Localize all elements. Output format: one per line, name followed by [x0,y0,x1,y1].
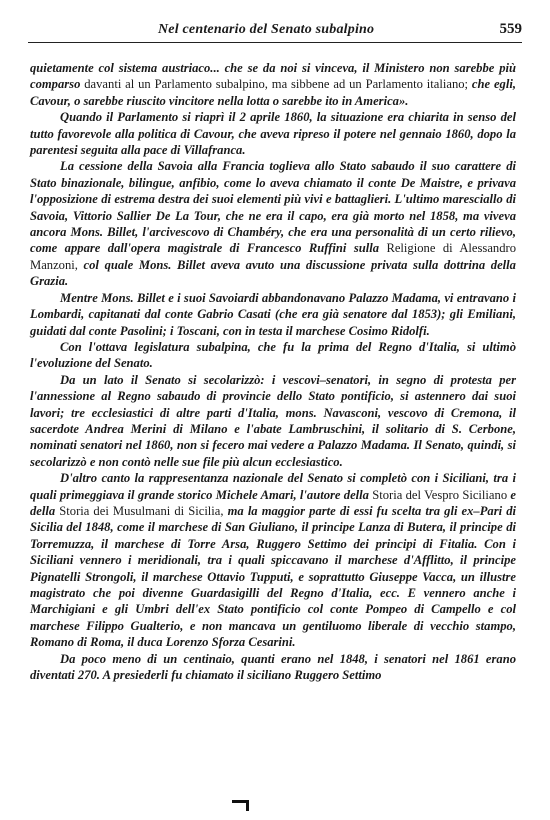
body-text [30,60,516,683]
text-run: Storia del Vespro Siciliano [372,487,511,502]
text-run: Mentre Mons. Billet e i suoi Savoiardi abbandonavano Palazzo Madama, vi entravano i Lombardi, capitanati dal conte Gabrio Casati (che era già senatore dal 1853); gli Emiliani, guidati dal conte Pasolini; i Toscani, con in testa il marchese Cosimo Ridolfi. [30,290,516,338]
paragraph [30,109,516,158]
text-run: Con l'ottava legislatura subalpina, che fu la prima del Regno d'Italia, si ultimò l'evoluzione del Senato. [30,339,516,371]
text-run: davanti al un Parlamento subalpino, ma sibbene ad un Parlamento italiano; [84,77,472,92]
text-run: ma la maggior parte di essi fu scelta tra gli ex–Pari di Sicilia del 1848, come il marchese di San Giuliano, il principe Lanza di Butera, il principe di Torremuzza, il marchese di Torre Arsa, Ruggero Settimo dei principi di Fitalia. Con i Siciliani vennero i meridionali, tra i quali spiccavano il marchese d'Afflitto, il principe Pignatelli Strongoli, il marchese Ottavio Tupputi, e soprattutto Giuseppe Vacca, un illustre magistrato che poi divenne Guardasigilli del Regno d'Italia, ecc. E vennero anche i Marchigiani e gli Umbri dell'ex Stato pontificio col conte Pompeo di Campello e col marchese Filippo Gualterio, e non mancava un gentiluomo liberale di vecchio stampo, Romano di Roma, il duca Lorenzo Sforza Cesarini. [30,503,516,650]
printer-mark [232,800,249,811]
paragraph [30,60,516,109]
text-run: Religione di Alessandro Manzoni, [30,241,516,272]
text-run: Da un lato il Senato si secolarizzò: i vescovi–senatori, in segno di protesta per l'annessione al Regno sabaudo di provincie dello Stato pontificio, si astennero dai suoi lavori; tre ecclesiastici di altre parti d'Italia, mons. Navasconi, vescovo di Cremona, il sacerdote Andrea Merini di Milano e l'abate Lambruschini, il solitario di S. Cerbone, nominati senatori nel 1860, non si fecero mai vedere a Palazzo Madama. Il Senato, quindi, si secolarizzò e non contò nelle sue file più alcun ecclesiastico. [30,372,516,469]
text-run: e della [30,487,516,518]
text-run: col quale Mons. Billet aveva avuto una discussione privata sulla dottrina della Grazia. [30,257,516,289]
paragraph [30,470,516,650]
running-header [28,20,522,43]
text-run: D'altro canto la rappresentanza nazionale del Senato si completò con i Siciliani, tra i quali primeggiava il grande storico Michele Amari, l'autore della [30,471,516,502]
text-run: Storia dei Musulmani di Sicilia, [59,503,228,518]
paragraph [30,339,516,372]
text-run: quietamente col sistema austriaco... che se da noi si vinceva, il Ministero non sarebbe più comparso [30,61,516,92]
running-title: Nel centenario del Senato subalpino [158,22,375,37]
text-run: che egli, Cavour, o sarebbe riuscito vincitore nella lotta o sarebbe ito in America». [30,77,516,108]
text-run: Da poco meno di un centinaio, quanti erano nel 1848, i senatori nel 1861 erano diventati 270. A presiederli fu chiamato il siciliano Ruggero Settimo [30,651,516,683]
paragraph [30,158,516,289]
paragraph [30,651,516,684]
page-number: 559 [499,21,522,37]
text-run: Quando il Parlamento si riaprì il 2 aprile 1860, la situazione era chiarita in senso del tutto favorevole alla politica di Cavour, che aveva ripreso il potere nel gennaio 1860, dopo la parentesi seguita alla pace di Villafranca. [30,110,516,158]
paragraph [30,372,516,470]
text-run: La cessione della Savoia alla Francia toglieva allo Stato sabaudo il suo carattere di Stato binazionale, bilingue, anfibio, come lo aveva chiamato il conte De Maistre, e privava l'opposizione di estrema destra dei suoi elementi più vivi e battaglieri. L'ultimo maresciallo di Savoia, Vittorio Sallier De La Tour, che ne era il capo, era già morto nel 1858, ma viveva ancora Mons. Billet, l'arcivescovo di Chambéry, che era una personalità di un certo rilievo, come appare dall'opera magistrale di Francesco Ruffini sulla [30,159,516,256]
paragraph [30,290,516,339]
